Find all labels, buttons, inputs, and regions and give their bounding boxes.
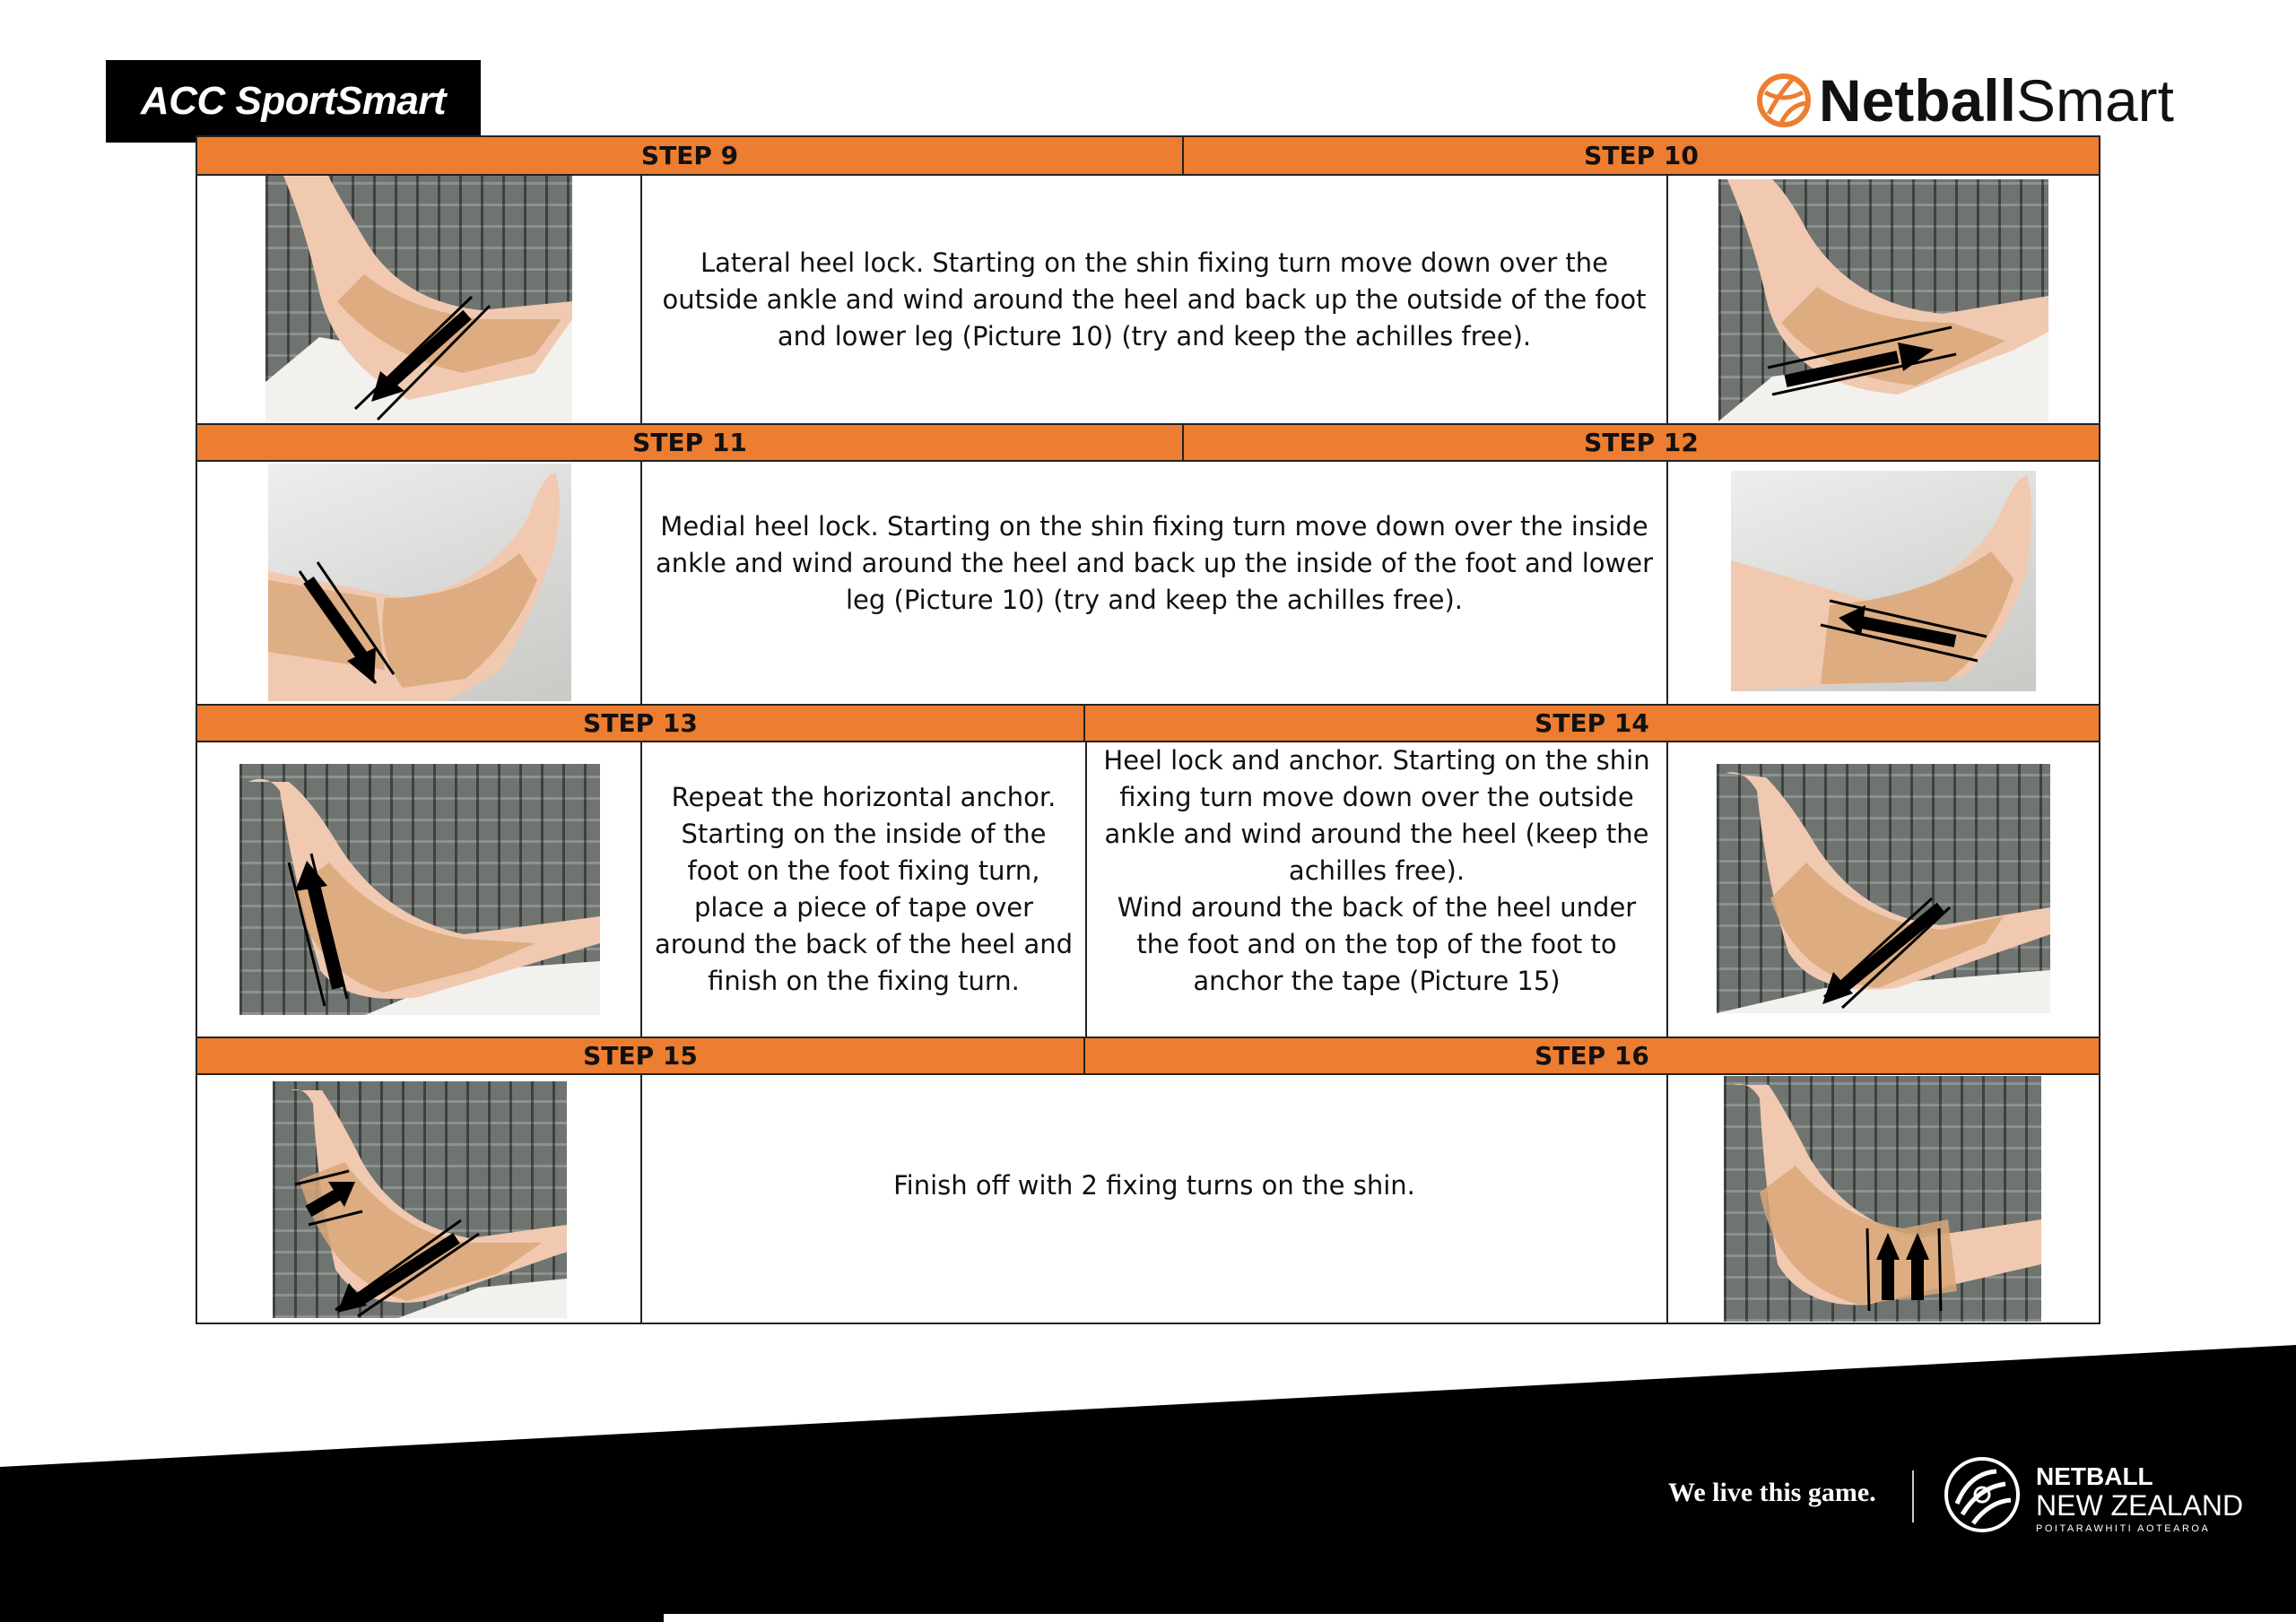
step-14-label: STEP 14 (1535, 708, 1649, 738)
nnz-line-1: NETBALL (2036, 1462, 2153, 1490)
taping-steps-table (196, 135, 2100, 1324)
step-15-photo (273, 1081, 567, 1318)
step-15-label: STEP 15 (583, 1041, 698, 1071)
acc-sportsmart-logo (106, 60, 481, 143)
step-9-ankle-image (265, 176, 572, 421)
row3-right-text-2: Wind around the back of the heel under the foot and on the top of the foot to anchor the tape (Picture 15) (1117, 892, 1637, 996)
step-16-ankle-image (1724, 1076, 2041, 1322)
row2-divider-right (1666, 462, 1668, 704)
netball-nz-wordmark (2036, 1463, 2243, 1537)
step-10-label: STEP 10 (1584, 141, 1699, 170)
row3-divider-middle (1085, 742, 1087, 1037)
step-15-16-description (642, 1075, 1666, 1323)
step-14-photo (1717, 764, 2050, 1013)
netballsmart-wordmark (1818, 67, 2174, 134)
step-9-label: STEP 9 (640, 141, 739, 170)
step-11-12-description (642, 462, 1666, 704)
netball-icon (1756, 73, 1812, 128)
row3-divider-left (640, 742, 642, 1037)
row3-right-text-1: Heel lock and anchor. Starting on the shin fixing turn move down over the outside ankle and wind around the heel (keep the achilles free). (1103, 745, 1650, 886)
step-11-label: STEP 11 (632, 428, 747, 457)
row1-divider-right (1666, 176, 1668, 423)
row2-text: Medial heel lock. Starting on the shin fixing turn move down over the inside ankle and wind around the heel and back up the inside of the foot and lower leg (Picture 10) (try and keep the achilles free). (655, 510, 1654, 615)
step-12-ankle-image (1731, 471, 2036, 691)
row2-divider-left (640, 462, 642, 704)
step-14-header (1085, 704, 2099, 742)
step-13-photo (239, 764, 600, 1015)
step-9-photo (265, 176, 572, 421)
step-13-header (197, 704, 1085, 742)
smart-word: Smart (2015, 67, 2174, 134)
row4-text: Finish off with 2 fixing turns on the shin. (893, 1169, 1415, 1201)
step-9-header (197, 137, 1184, 176)
step-16-photo (1724, 1076, 2041, 1322)
footer-tagline: We live this game. (1668, 1478, 1876, 1507)
step-12-label: STEP 12 (1584, 428, 1699, 457)
nnz-line-3: POITARAWHITI AOTEAROA (2036, 1523, 2211, 1534)
step-10-ankle-image (1718, 179, 2048, 421)
row4-divider-right (1666, 1075, 1668, 1323)
step-15-header (197, 1037, 1085, 1075)
row3-left-text: Repeat the horizontal anchor. Starting on the inside of the foot on the foot fixing turn, place a piece of tape over around the back of the heel and finish on the fixing turn. (655, 782, 1074, 996)
step-9-10-description (642, 176, 1666, 423)
step-13-label: STEP 13 (583, 708, 698, 738)
footer-divider (1912, 1470, 1914, 1522)
step-16-label: STEP 16 (1535, 1041, 1649, 1071)
netball-nz-emblem-icon (1943, 1455, 2022, 1534)
step-15-ankle-image (273, 1081, 567, 1318)
row4-divider-left (640, 1075, 642, 1323)
step-13-ankle-image (239, 764, 600, 1015)
row1-text: Lateral heel lock. Starting on the shin fixing turn move down over the outside ankle and wind around the heel and back up the outside of the foot and lower leg (Picture 10) (try and keep the achilles free). (662, 247, 1647, 351)
step-11-photo (268, 464, 571, 701)
step-12-header (1184, 423, 2099, 462)
step-12-photo (1731, 471, 2036, 691)
step-10-header (1184, 137, 2099, 176)
step-10-photo (1718, 179, 2048, 421)
row1-divider-left (640, 176, 642, 423)
step-11-header (197, 423, 1184, 462)
step-13-description (642, 742, 1085, 1037)
step-11-ankle-image (268, 464, 571, 701)
netball-word: Netball (1818, 67, 2016, 134)
row3-divider-right (1666, 742, 1668, 1037)
netballsmart-logo (1756, 65, 2174, 136)
step-16-header (1085, 1037, 2099, 1075)
nnz-line-2: NEW ZEALAND (2036, 1489, 2244, 1522)
step-14-ankle-image (1717, 764, 2050, 1013)
acc-logo-text: ACC SportSmart (140, 79, 447, 123)
step-14-description (1087, 742, 1666, 1037)
